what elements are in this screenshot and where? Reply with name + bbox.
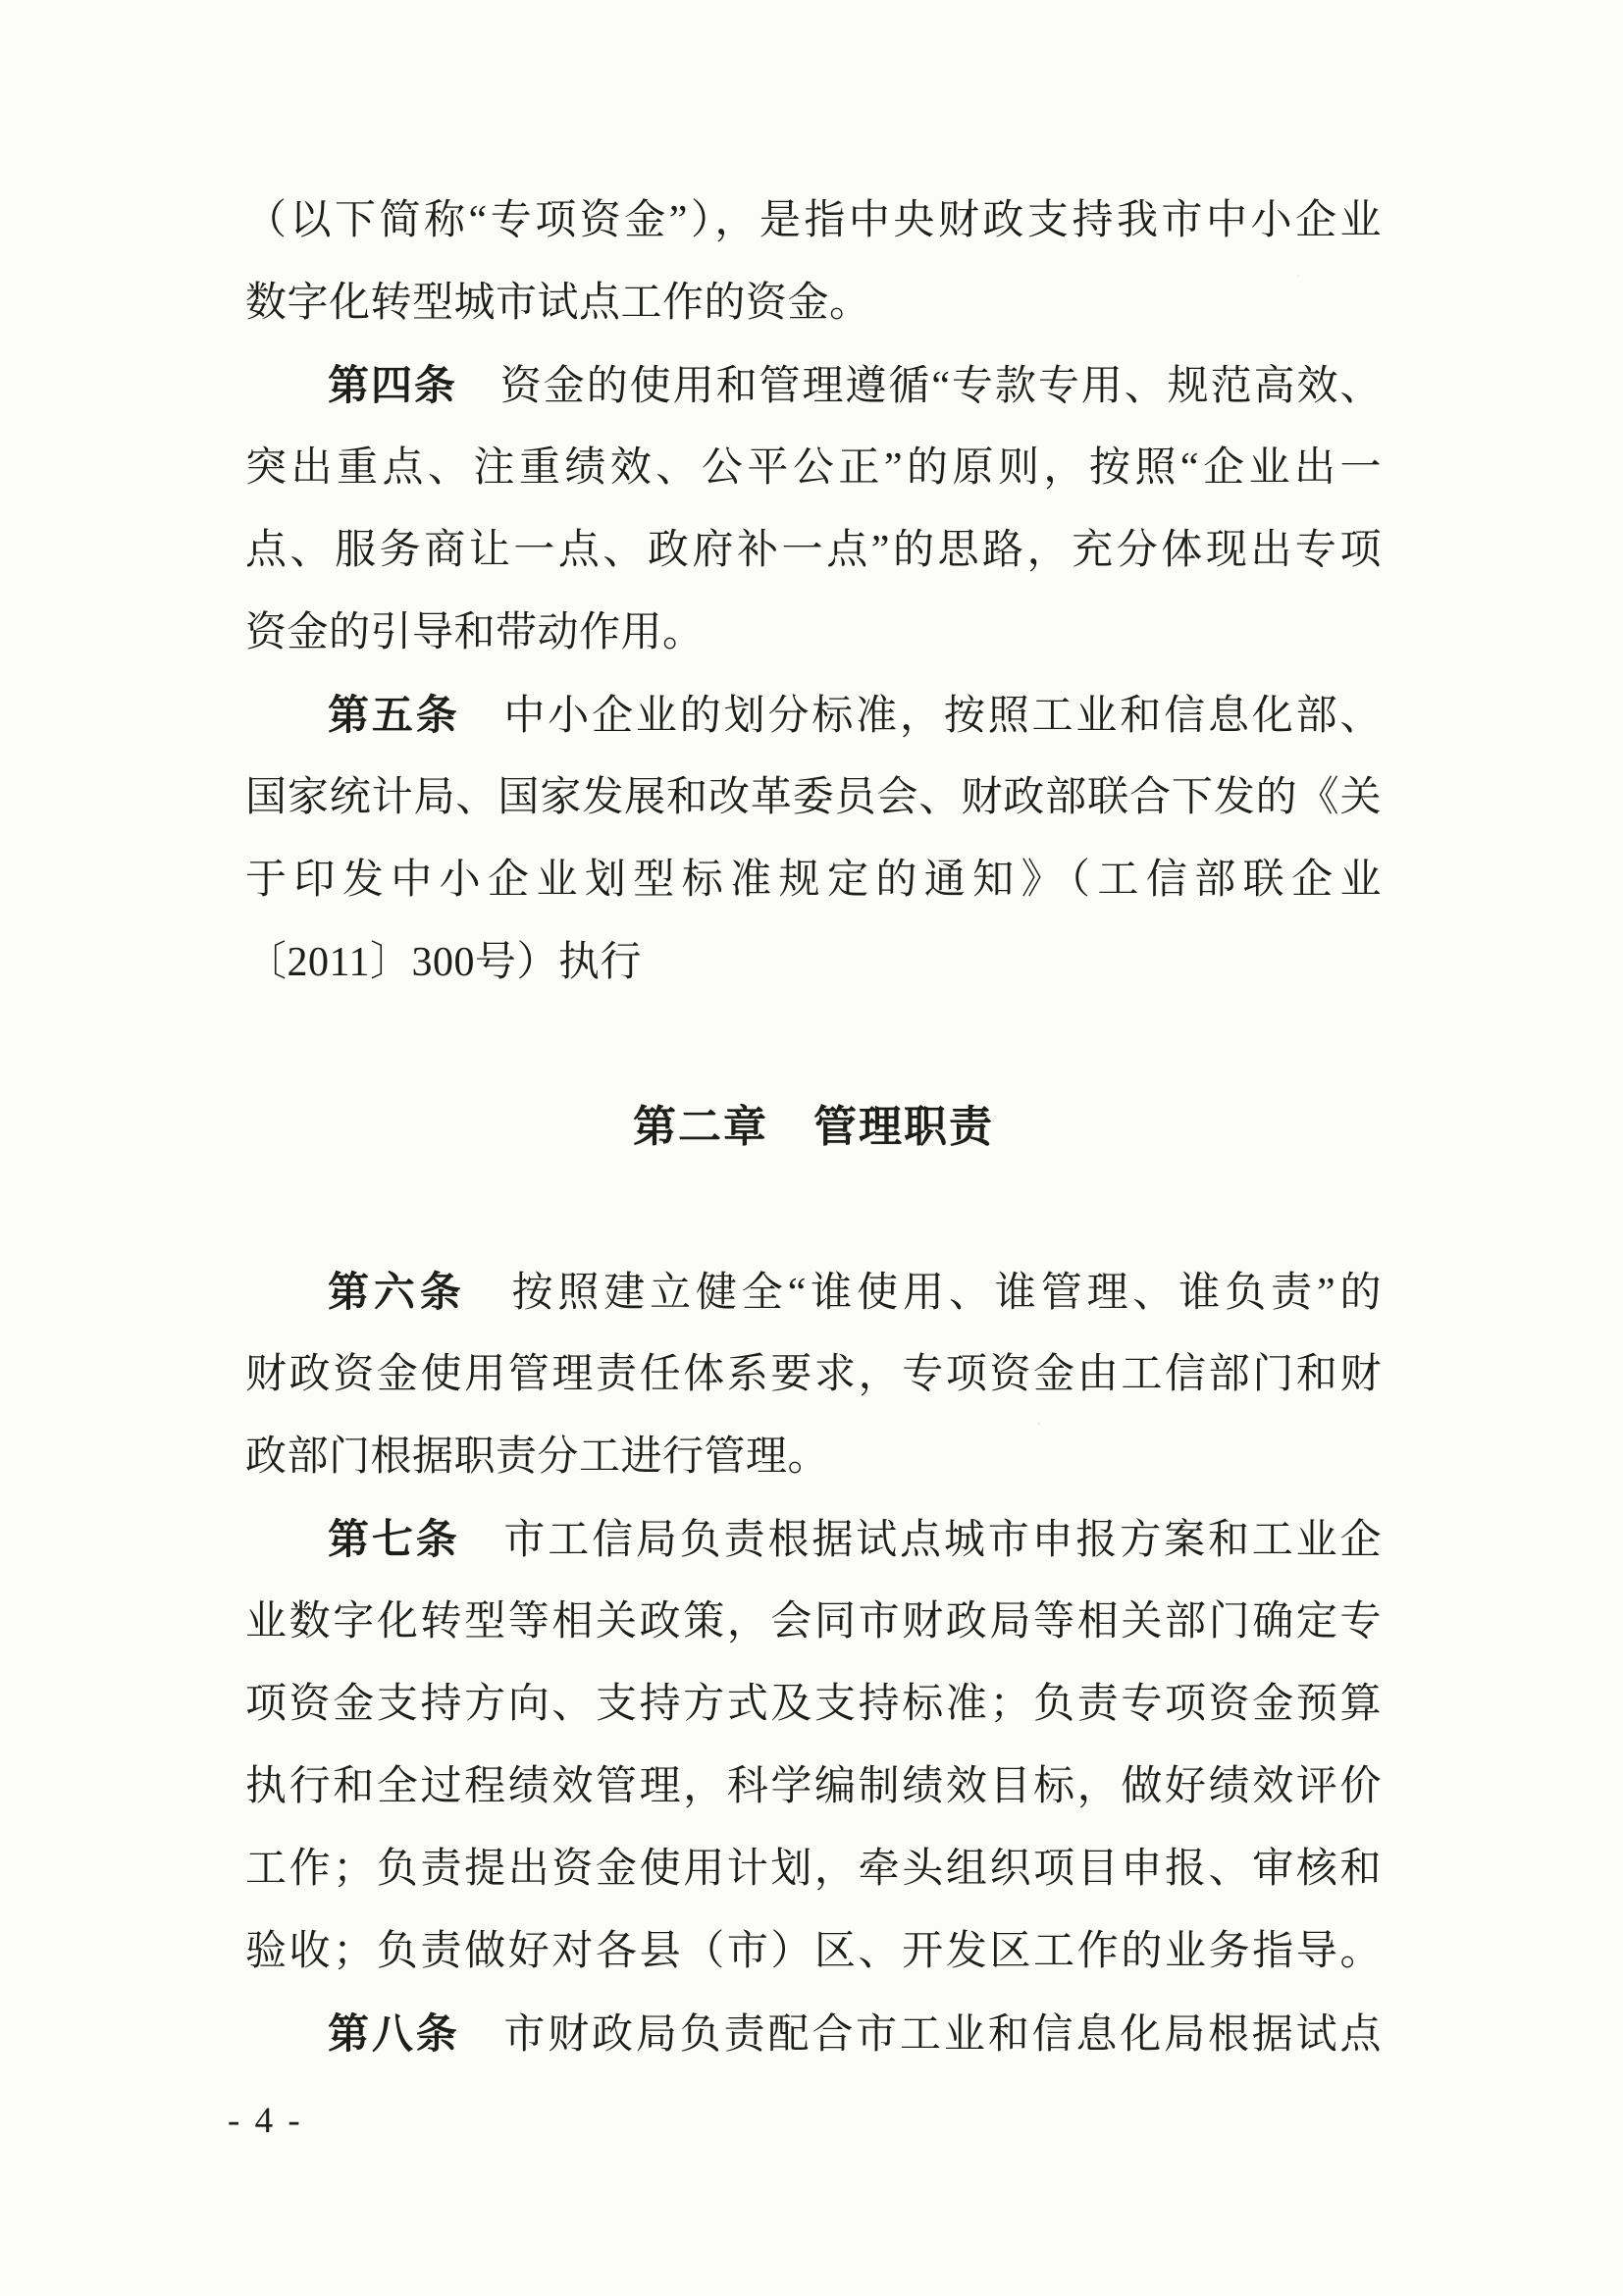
text-run: 市工信局负责根据试点城市申报方案和工业企 [459,1518,1382,1563]
text-line [245,180,1382,262]
text-line [245,344,1382,427]
text-line [245,1910,1382,1993]
text-line [245,1663,1382,1746]
text-line [245,1333,1382,1416]
bold-term: 第二章 管理职责 [633,1103,994,1151]
bold-term: 第五条 [328,692,460,738]
bold-term: 第七条 [328,1516,460,1562]
text-line [245,1251,1382,1333]
bold-term: 第六条 [328,1269,466,1315]
text-line [245,839,1382,921]
text-line [245,757,1382,839]
text-run: 政部门根据职责分工进行管理。 [245,1435,830,1480]
text-run: 点、服务商让一点、政府补一点”的思路，充分体现出专项 [245,528,1382,573]
text-line [245,262,1382,344]
text-line [245,509,1382,592]
text-line [245,427,1382,509]
page-number: - 4 - [228,2101,303,2141]
text-line [245,1416,1382,1498]
bold-term: 第四条 [328,362,457,408]
text-line [245,1828,1382,1910]
text-run: 业数字化转型等相关政策，会同市财政局等相关部门确定专 [245,1599,1382,1644]
text-run: 按照建立健全“谁使用、谁管理、谁负责”的 [465,1271,1382,1316]
text-run: 于印发中小企业划型标准规定的通知》（工信部联企业 [245,858,1382,903]
text-line [245,674,1382,757]
text-line [245,1498,1382,1581]
text-line [245,1746,1382,1828]
text-run: 财政资金使用管理责任体系要求，专项资金由工信部门和财 [245,1352,1382,1397]
text-line [245,921,1382,1004]
blank-line [245,1004,1382,1086]
bold-term: 第八条 [328,2010,460,2057]
text-run: 资金的使用和管理遵循“专款专用、规范高效、 [456,364,1382,409]
text-run: 验收；负责做好对各县（市）区、开发区工作的业务指导。 [245,1929,1382,1974]
text-run: 突出重点、注重绩效、公平公正”的原则，按照“企业出一 [245,445,1382,491]
text-line [245,1993,1382,2075]
text-run: 〔2011〕300号）执行 [245,940,642,985]
text-run: 项资金支持方向、支持方式及支持标准；负责专项资金预算 [245,1682,1382,1727]
chapter-heading [245,1086,1382,1169]
text-run: 资金的引导和带动作用。 [245,610,705,655]
text-line [245,1581,1382,1663]
text-line [245,592,1382,674]
text-run: 市财政局负责配合市工业和信息化局根据试点 [459,2012,1382,2058]
blank-line [245,1169,1382,1251]
text-run: （以下简称“专项资金”），是指中央财政支持我市中小企业 [245,198,1382,243]
text-run: 中小企业的划分标准，按照工业和信息化部、 [459,694,1382,739]
text-run: 执行和全过程绩效管理，科学编制绩效目标，做好绩效评价 [245,1764,1382,1809]
text-run: 工作；负责提出资金使用计划，牵头组织项目申报、审核和 [245,1847,1382,1892]
text-block [245,180,1382,2075]
text-run: 数字化转型城市试点工作的资金。 [245,281,871,326]
text-run: 国家统计局、国家发展和改革委员会、财政部联合下发的《关 [245,775,1382,820]
